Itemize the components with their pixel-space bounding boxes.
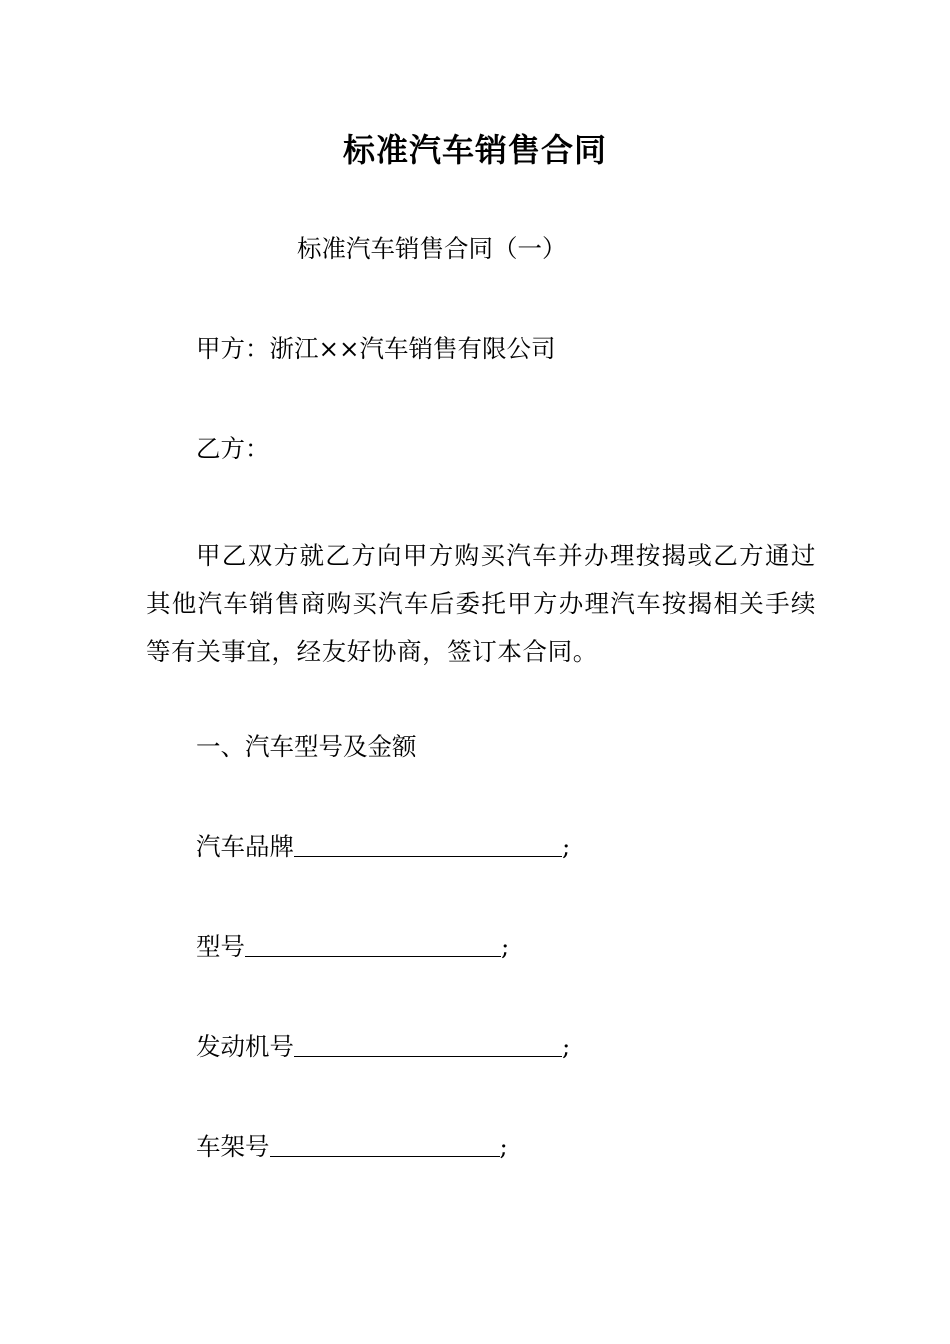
engine-number-blank <box>294 1034 562 1057</box>
engine-number-field <box>196 1032 570 1062</box>
model-label: 型号 <box>196 932 245 961</box>
car-brand-blank <box>294 834 562 857</box>
field-terminator: ; <box>499 1132 508 1161</box>
frame-number-blank <box>270 1134 500 1157</box>
engine-number-label: 发动机号 <box>196 1032 294 1061</box>
field-terminator: ; <box>562 832 571 861</box>
field-terminator: ; <box>501 932 510 961</box>
document-title: 标准汽车销售合同 <box>342 131 607 169</box>
intro-paragraph: 甲乙双方就乙方向甲方购买汽车并办理按揭或乙方通过其他汽车销售商购买汽车后委托甲方办理汽车按揭相关手续等有关事宜，经友好协商，签订本合同。 <box>146 541 816 666</box>
party-a-line: 甲方：浙江××汽车销售有限公司 <box>196 334 556 363</box>
field-terminator: ; <box>562 1032 571 1061</box>
model-blank <box>245 934 501 957</box>
frame-number-label: 车架号 <box>196 1132 270 1161</box>
car-brand-label: 汽车品牌 <box>196 832 294 861</box>
frame-number-field <box>196 1132 508 1162</box>
section-1-heading: 一、汽车型号及金额 <box>196 732 417 761</box>
document-subtitle: 标准汽车销售合同（一） <box>297 234 567 263</box>
car-brand-field <box>196 832 570 862</box>
party-b-line: 乙方： <box>196 434 270 463</box>
model-field <box>196 932 509 962</box>
